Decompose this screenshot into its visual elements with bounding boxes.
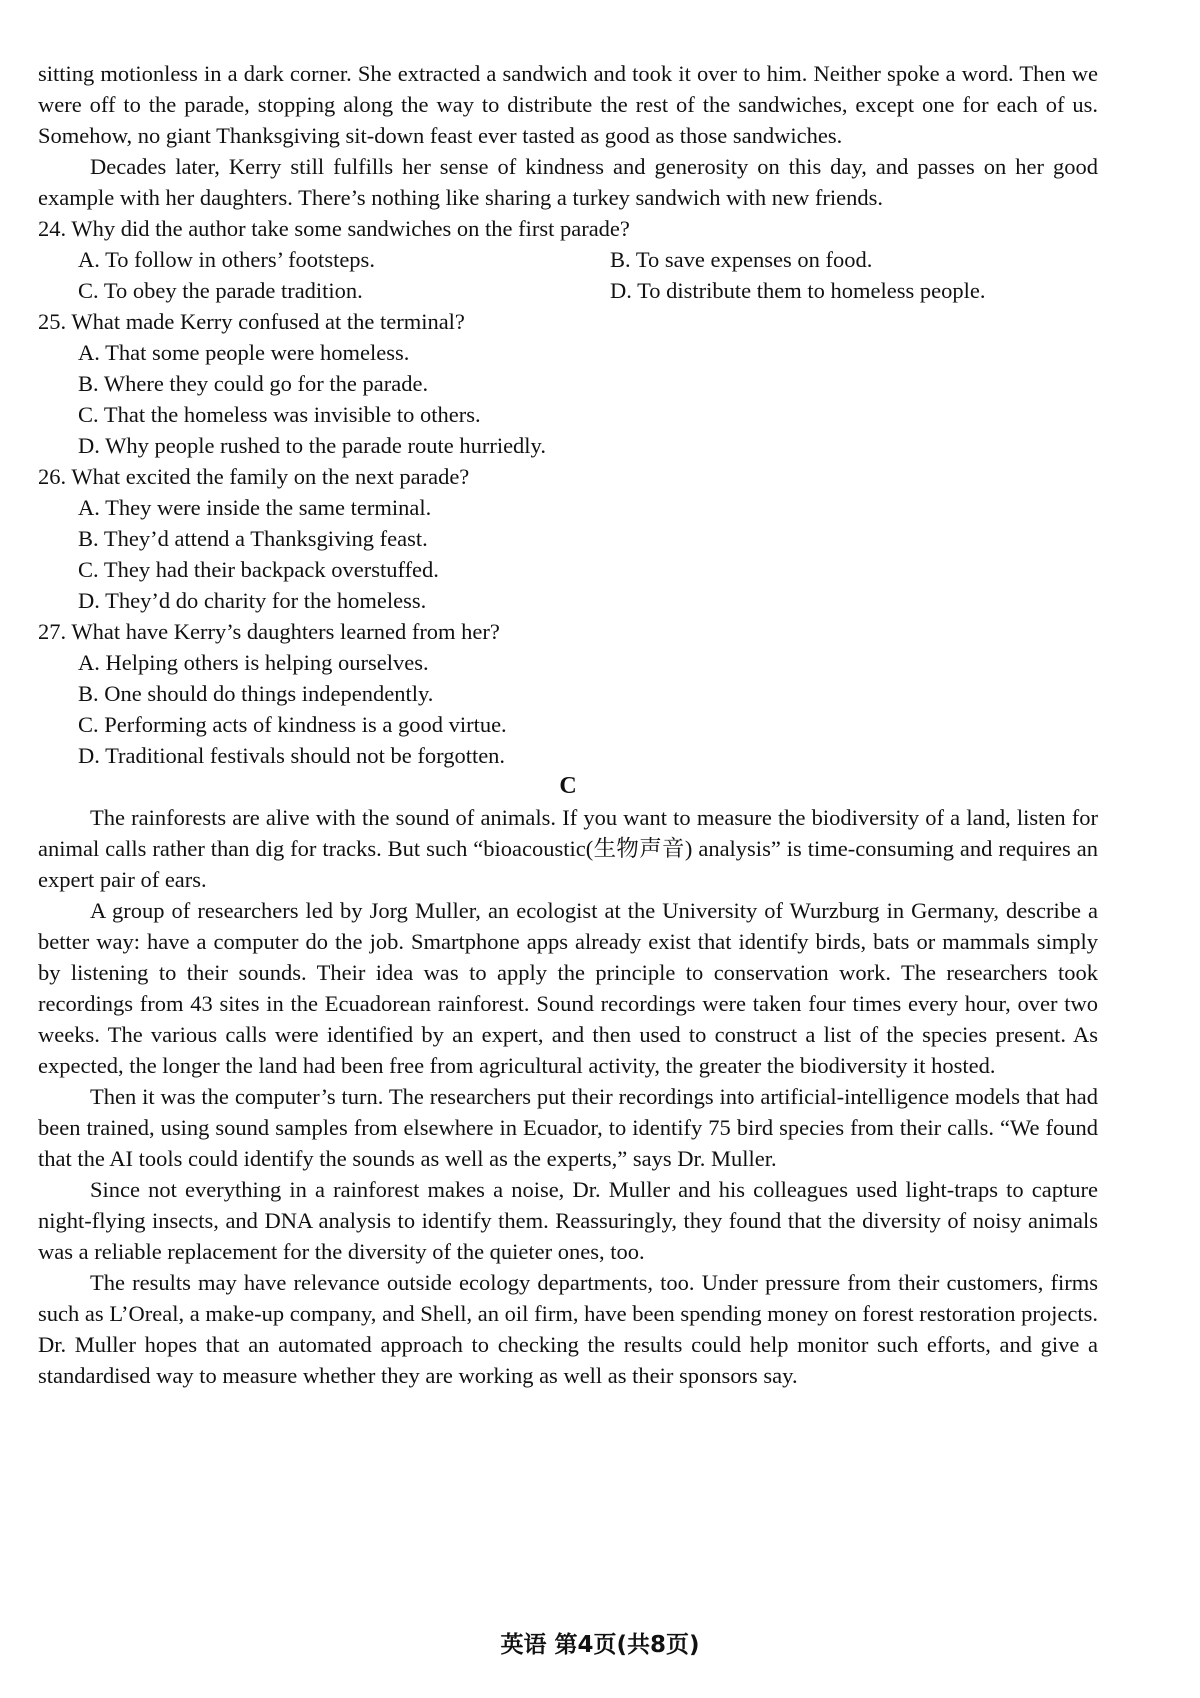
- option-b[interactable]: B. One should do things independently.: [78, 681, 434, 706]
- option-a[interactable]: A. To follow in others’ footsteps.: [78, 247, 375, 272]
- question-stem: 25. What made Kerry confused at the terminal?: [38, 309, 465, 334]
- passage-b-paragraph: sitting motionless in a dark corner. She extracted a sandwich and took it over to him. Neither spoke a word. Then we were off to the parade, stopping along the way to distribute the rest of the sandwiches, except one for each of us. Somehow, no giant Thanksgiving sit-down feast ever tasted as good as those sandwiches.: [38, 61, 1098, 148]
- section-c-paragraph: The results may have relevance outside ecology departments, too. Under pressure from their customers, firms such as L’Oreal, a make-up company, and Shell, an oil firm, have been spending money on forest restoration projects. Dr. Muller hopes that an automated approach to checking the results could help monitor such efforts, and give a standardised way to measure whether they are working as well as their sponsors say.: [38, 1270, 1098, 1388]
- question-26: [38, 461, 1098, 616]
- question-stem: 24. Why did the author take some sandwiches on the first parade?: [38, 216, 630, 241]
- option-b[interactable]: B. To save expenses on food.: [610, 247, 873, 272]
- option-a[interactable]: A. That some people were homeless.: [78, 340, 410, 365]
- section-c-paragraph: Then it was the computer’s turn. The researchers put their recordings into artificial-intelligence models that had been trained, using sound samples from elsewhere in Ecuador, to identify 75 bird species from their calls. “We found that the AI tools could identify the sounds as well as the experts,” says Dr. Muller.: [38, 1084, 1098, 1171]
- option-d[interactable]: D. Traditional festivals should not be forgotten.: [78, 743, 506, 768]
- option-c[interactable]: C. That the homeless was invisible to others.: [78, 402, 481, 427]
- option-c[interactable]: C. They had their backpack overstuffed.: [78, 557, 439, 582]
- option-d[interactable]: D. They’d do charity for the homeless.: [78, 588, 427, 613]
- exam-page: [38, 58, 1098, 1391]
- question-27: [38, 616, 1098, 771]
- option-d[interactable]: D. Why people rushed to the parade route hurriedly.: [78, 433, 546, 458]
- options-grid: [38, 244, 1098, 306]
- section-c-paragraph: A group of researchers led by Jorg Muller, an ecologist at the University of Wurzburg in Germany, describe a better way: have a computer do the job. Smartphone apps already exist that identify birds, bats or mammals simply by listening to their sounds. Their idea was to apply the principle to conservation work. The researchers took recordings from 43 sites in the Ecuadorean rainforest. Sound recordings were taken four times every hour, over two weeks. The various calls were identified by an expert, and then used to construct a list of the species present. As expected, the longer the land had been free from agricultural activity, the greater the biodiversity it hosted.: [38, 898, 1098, 1078]
- section-c-paragraph: Since not everything in a rainforest makes a noise, Dr. Muller and his colleagues used light-traps to capture night-flying insects, and DNA analysis to identify them. Reassuringly, they found that the diversity of noisy animals was a reliable replacement for the diversity of the quieter ones, too.: [38, 1177, 1098, 1264]
- section-c-paragraph: The rainforests are alive with the sound of animals. If you want to measure the biodiversity of a land, listen for animal calls rather than dig for tracks. But such “bioacoustic(生物声音) analysis” is time-consuming and requires an expert pair of ears.: [38, 805, 1098, 892]
- passage-b-paragraph: Decades later, Kerry still fulfills her sense of kindness and generosity on this day, and passes on her good example with her daughters. There’s nothing like sharing a turkey sandwich with new friends.: [38, 154, 1098, 210]
- question-stem: 26. What excited the family on the next parade?: [38, 464, 470, 489]
- option-d[interactable]: D. To distribute them to homeless people.: [610, 278, 986, 303]
- option-b[interactable]: B. Where they could go for the parade.: [78, 371, 429, 396]
- question-stem: 27. What have Kerry’s daughters learned from her?: [38, 619, 500, 644]
- page-footer: 英语 第4页(共8页): [500, 1632, 700, 1658]
- question-24: [38, 213, 1098, 306]
- question-25: [38, 306, 1098, 461]
- option-b[interactable]: B. They’d attend a Thanksgiving feast.: [78, 526, 428, 551]
- option-c[interactable]: C. Performing acts of kindness is a good virtue.: [78, 712, 507, 737]
- section-c-heading: C: [559, 773, 577, 799]
- option-c[interactable]: C. To obey the parade tradition.: [78, 278, 363, 303]
- option-a[interactable]: A. They were inside the same terminal.: [78, 495, 432, 520]
- option-a[interactable]: A. Helping others is helping ourselves.: [78, 650, 429, 675]
